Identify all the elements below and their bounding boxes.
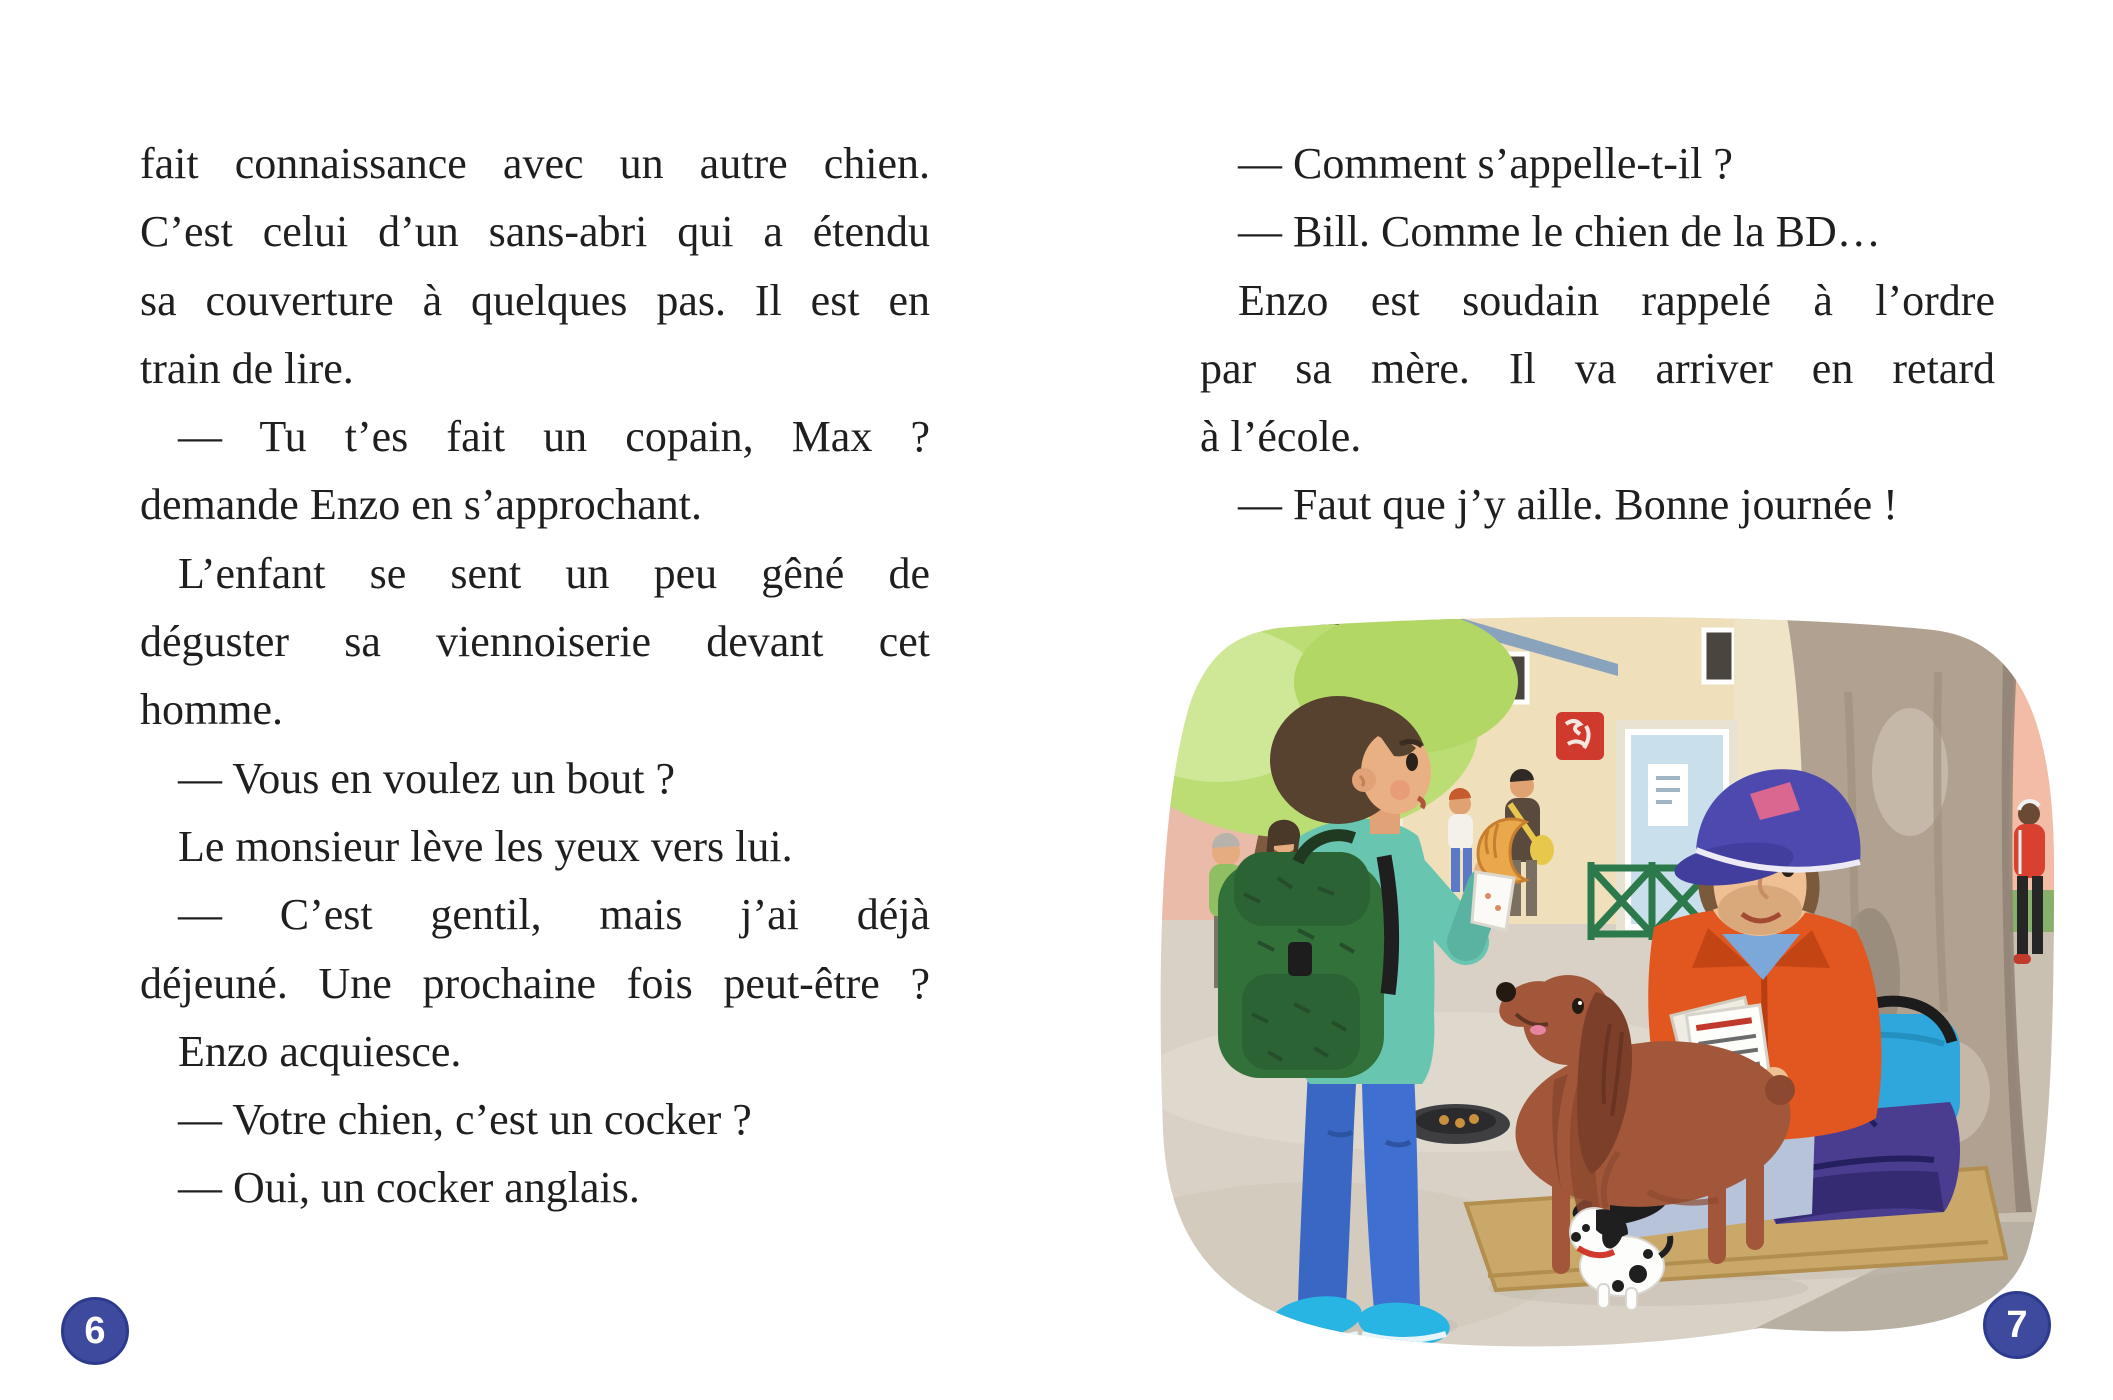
text-line: par sa mère. Il va arriver en retard <box>1200 343 1995 393</box>
text-line: sa couverture à quelques pas. Il est en <box>140 275 930 325</box>
green-backpack <box>1218 835 1391 1078</box>
text-line: fait connaissance avec un autre chien. <box>140 139 930 188</box>
text-line: Enzo acquiesce. <box>178 1026 462 1076</box>
shop-sign <box>1556 712 1604 760</box>
left-page-text <box>140 130 930 1223</box>
text-line: C’est celui d’un sans-abri qui a étendu <box>140 207 930 257</box>
text-line: — Comment s’appelle-t-il ? <box>1238 139 1733 188</box>
right-page-text <box>1200 130 1995 540</box>
street-scene-illustration <box>1148 612 2063 1352</box>
text-line: Le monsieur lève les yeux vers lui. <box>178 821 793 871</box>
text-line: — C’est gentil, mais j’ai déjà <box>178 890 930 940</box>
text-line: — Tu t’es fait un copain, Max ? <box>178 412 930 462</box>
text-line: — Bill. Comme le chien de la BD… <box>1238 207 1881 257</box>
text-line: à l’école. <box>1200 412 1362 462</box>
page-number-badge-right: 7 <box>1983 1291 2051 1359</box>
text-line: — Vous en voulez un bout ? <box>178 753 675 803</box>
text-line: — Votre chien, c’est un cocker ? <box>178 1095 752 1145</box>
text-line: train de lire. <box>140 343 354 393</box>
text-line: — Faut que j’y aille. Bonne journée ! <box>1238 480 1898 530</box>
text-line: — Oui, un cocker anglais. <box>178 1163 640 1213</box>
text-line: demande Enzo en s’approchant. <box>140 480 702 530</box>
text-line: L’enfant se sent un peu gêné de <box>178 548 930 598</box>
text-line: déguster sa viennoiserie devant cet <box>140 617 930 667</box>
text-line: homme. <box>140 685 283 735</box>
text-line: Enzo est soudain rappelé à l’ordre <box>1238 275 1995 325</box>
dog-bowl <box>1402 1104 1510 1144</box>
page-number-badge-left: 6 <box>61 1297 129 1365</box>
text-line: déjeuné. Une prochaine fois peut-être ? <box>140 958 930 1008</box>
